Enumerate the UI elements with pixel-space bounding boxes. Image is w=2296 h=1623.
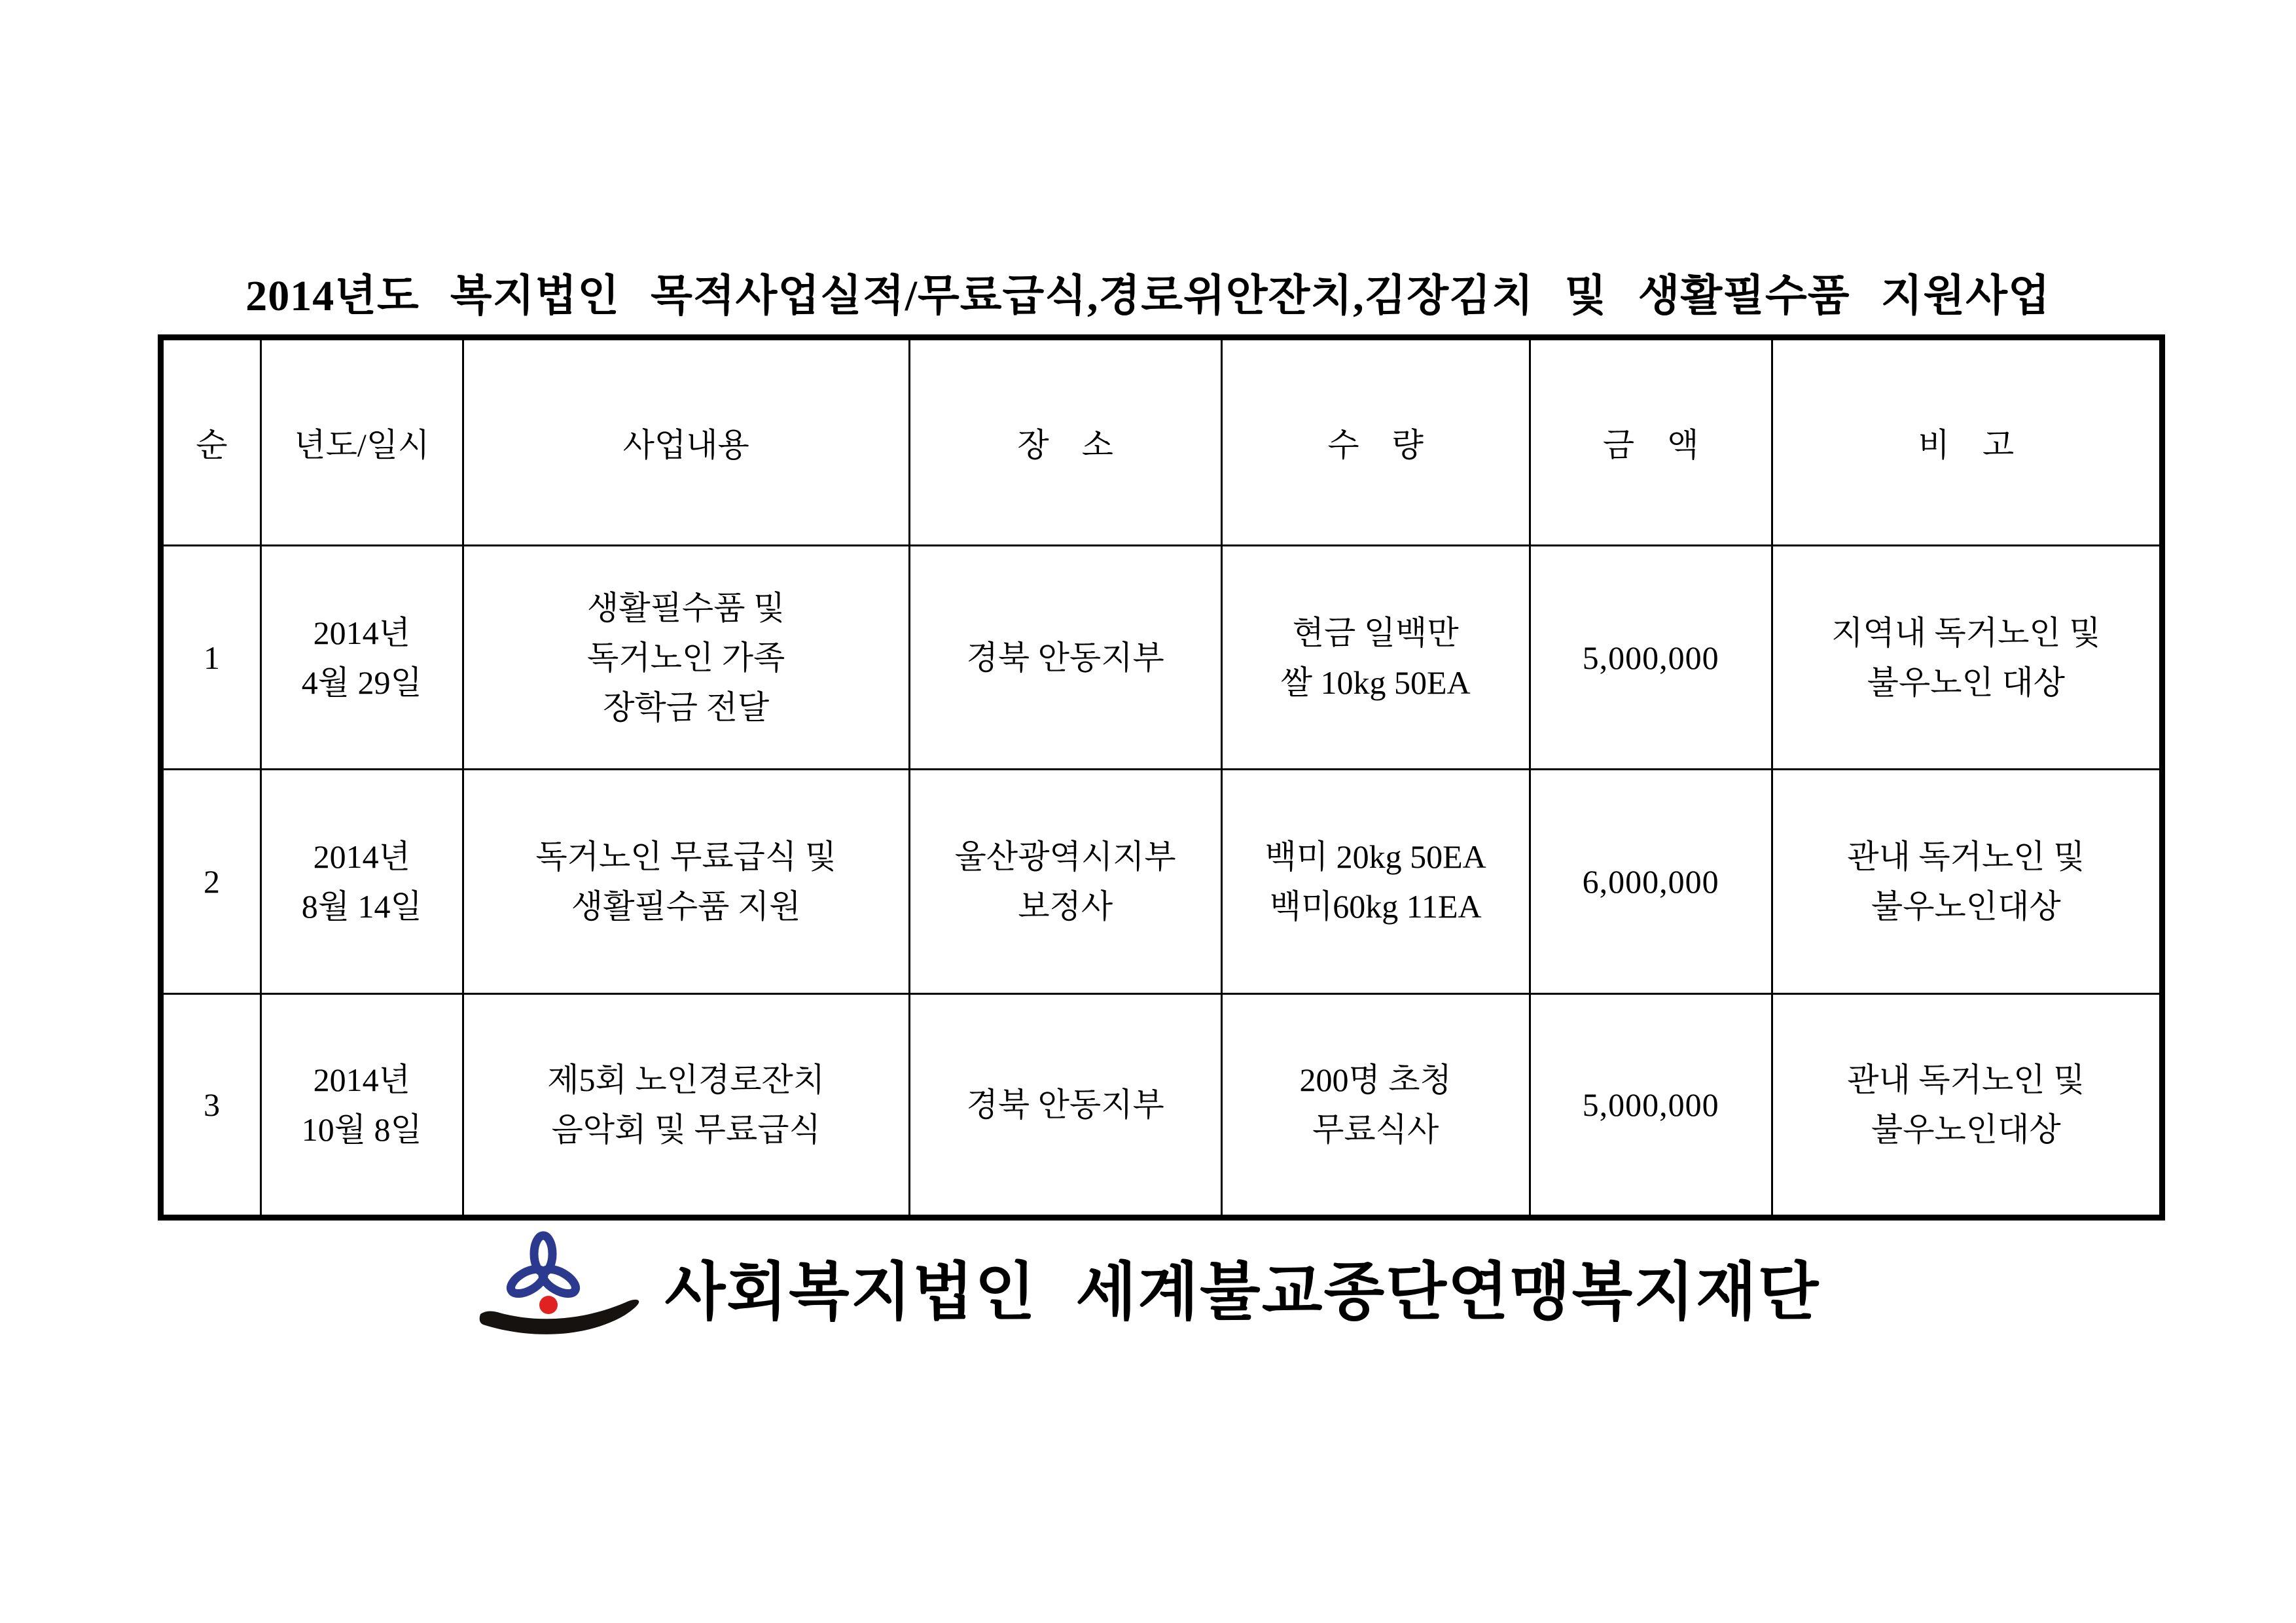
cell-line: 울산광역시지부 (954, 838, 1176, 875)
cell-line: 무료식사 (1312, 1111, 1439, 1148)
table-row (161, 546, 2162, 770)
cell-line: 백미 20kg 50EA (1265, 838, 1486, 875)
cell-line: 불우노인대상 (1871, 887, 2061, 925)
cell-line: 음악회 및 무료급식 (551, 1111, 821, 1148)
cell-line: 불우노인 대상 (1867, 664, 2065, 701)
cell-quantity (1221, 770, 1530, 993)
col-header-quantity: 수 량 (1221, 338, 1530, 546)
cell-place (909, 546, 1221, 770)
cell-no: 3 (161, 993, 261, 1217)
cell-line: 8월 14일 (301, 887, 422, 925)
col-header-note: 비 고 (1772, 338, 2162, 546)
cell-line: 관내 독거노인 및 (1847, 838, 2085, 875)
cell-no: 2 (161, 770, 261, 993)
cell-amount: 6,000,000 (1530, 770, 1772, 993)
cell-line: 지역내 독거노인 및 (1831, 614, 2101, 651)
trefoil-knot-icon (507, 1236, 579, 1298)
cell-date (260, 546, 463, 770)
cell-quantity (1221, 546, 1530, 770)
cell-line: 관내 독거노인 및 (1847, 1061, 2085, 1098)
cell-line: 200명 초청 (1299, 1061, 1452, 1098)
cell-quantity (1221, 993, 1530, 1217)
col-header-content: 사업내용 (463, 338, 909, 546)
cell-place (909, 770, 1221, 993)
cell-amount: 5,000,000 (1530, 546, 1772, 770)
cell-line: 독거노인 가족 (587, 639, 785, 676)
col-header-amount: 금 액 (1530, 338, 1772, 546)
cell-line: 2014년 (313, 1061, 410, 1098)
col-header-no: 순 (161, 338, 261, 546)
organization-name: 사회복지법인 세계불교종단연맹복지재단 (664, 1257, 1820, 1327)
cell-content (463, 770, 909, 993)
col-header-date: 년도/일시 (260, 338, 463, 546)
cell-content (463, 993, 909, 1217)
header-row (161, 338, 2162, 546)
cell-content (463, 546, 909, 770)
foundation-logo (476, 1230, 641, 1343)
cell-note (1772, 993, 2162, 1217)
cell-line: 2014년 (313, 838, 410, 875)
cell-line: 독거노인 무료급식 및 (535, 838, 837, 875)
cell-line: 경북 안동지부 (966, 1086, 1164, 1123)
cell-line: 보정사 (1018, 887, 1113, 925)
cell-line: 생활필수품 지원 (571, 887, 801, 925)
cell-line: 쌀 10kg 50EA (1280, 664, 1471, 701)
cell-line: 경북 안동지부 (966, 639, 1164, 676)
cell-line: 백미60kg 11EA (1269, 887, 1482, 925)
page-title: 2014년도 복지법인 목적사업실적/무료급식,경로위안잔치,김장김치 및 생활필수품 지원사업 (245, 272, 2051, 320)
cell-line: 4월 29일 (301, 664, 422, 701)
cell-line: 현금 일백만 (1292, 614, 1459, 651)
cell-line: 10월 8일 (301, 1111, 422, 1148)
red-dot-icon (539, 1296, 558, 1314)
brush-stroke-icon (479, 1300, 639, 1334)
cell-date (260, 770, 463, 993)
report-table (158, 334, 2165, 1221)
footer (0, 1230, 2296, 1343)
cell-line: 불우노인대상 (1871, 1111, 2061, 1148)
col-header-place: 장 소 (909, 338, 1221, 546)
cell-line: 제5회 노인경로잔치 (547, 1061, 825, 1098)
cell-place (909, 993, 1221, 1217)
cell-line: 2014년 (313, 614, 410, 651)
cell-amount: 5,000,000 (1530, 993, 1772, 1217)
cell-note (1772, 770, 2162, 993)
cell-no: 1 (161, 546, 261, 770)
cell-line: 생활필수품 및 (587, 589, 785, 626)
table-row (161, 770, 2162, 993)
cell-note (1772, 546, 2162, 770)
cell-line: 장학금 전달 (603, 688, 770, 726)
table-row (161, 993, 2162, 1217)
cell-date (260, 993, 463, 1217)
